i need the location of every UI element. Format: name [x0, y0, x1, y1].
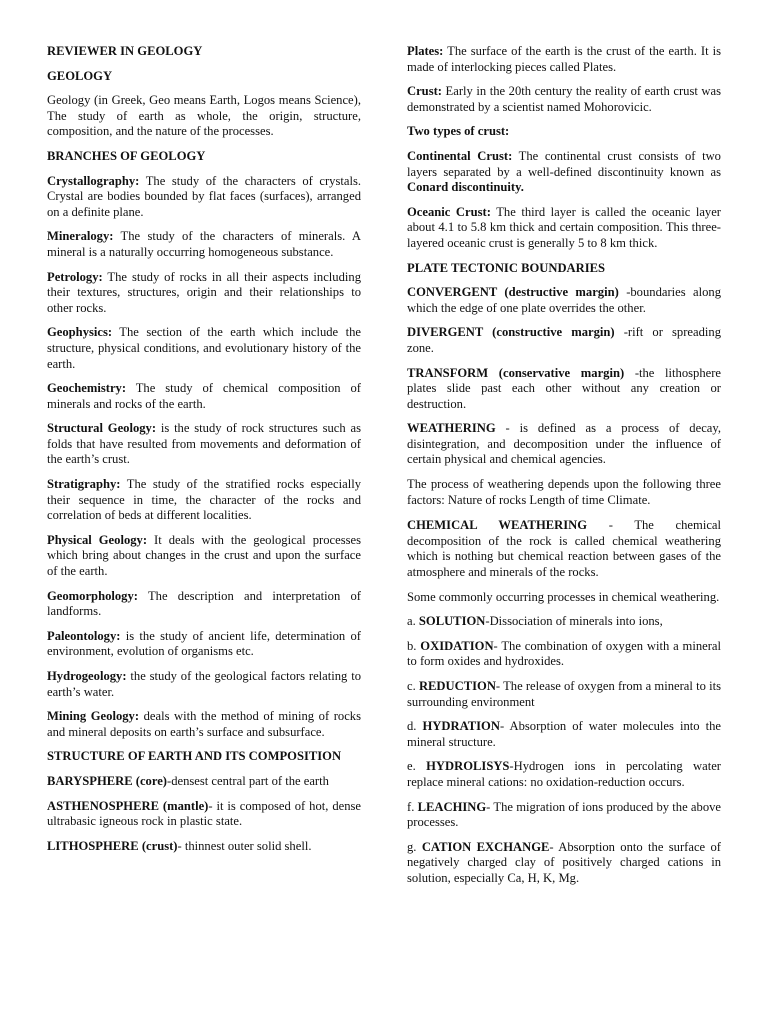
branch-text: It deals with the geological processes which bring about changes in the crust and upon the surface of the earth. [47, 532, 361, 579]
structure-heading: STRUCTURE OF EARTH AND ITS COMPOSITION [47, 749, 342, 764]
weathering-term: WEATHERING [407, 421, 496, 436]
process-term: CATION EXCHANGE [421, 839, 550, 854]
branch-petrology [47, 270, 361, 317]
boundary-text: -rift or spreading zone. [407, 325, 721, 355]
process-oxidation [407, 639, 721, 670]
branch-term: Structural Geology: [47, 421, 157, 436]
process-term: HYDROLISYS [426, 759, 510, 774]
boundary-term: CONVERGENT (destructive margin) [407, 285, 619, 300]
branch-structural-geology [47, 421, 361, 468]
structure-barysphere [47, 774, 361, 790]
process-term: HYDRATION [422, 719, 500, 734]
layer-text: -densest central part of the earth [167, 773, 329, 788]
oceanic-crust-paragraph [407, 205, 721, 252]
boundary-divergent [407, 325, 721, 356]
crust-paragraph [407, 84, 721, 115]
branch-geophysics [47, 325, 361, 372]
branch-text: The study of rocks in all their aspects including their textures, structures, origin and their relationships to other rocks. [47, 269, 361, 315]
branch-hydrogeology [47, 669, 361, 700]
branch-text: the study of the geological factors relating to earth’s water. [47, 669, 361, 699]
branch-crystallography [47, 174, 361, 221]
process-text: - Absorption of water molecules into the mineral structure. [407, 719, 721, 749]
process-leaching [407, 800, 721, 831]
branch-mining-geology [47, 709, 361, 740]
oceanic-term: Oceanic Crust: [407, 204, 491, 219]
process-reduction [407, 679, 721, 710]
structure-asthenosphere [47, 799, 361, 830]
branch-mineralogy [47, 229, 361, 260]
plates-text: The surface of the earth is the crust of the earth. It is made of interlocking pieces called Plates. [407, 44, 721, 74]
branch-term: Crystallography: [47, 173, 140, 188]
branch-term: Geophysics: [47, 325, 113, 340]
document-title: REVIEWER IN GEOLOGY [47, 44, 203, 58]
continental-term: Continental Crust: [407, 148, 513, 163]
branch-term: Petrology: [47, 269, 103, 284]
weathering-text: - is defined as a process of decay, disintegration, and decomposition under the influence of certain physical and chemical agencies. [407, 421, 721, 467]
branch-text: deals with the method of mining of rocks and mineral deposits on earth’s surface and subsurface. [47, 709, 361, 739]
boundary-term: TRANSFORM (conservative margin) [407, 365, 625, 380]
crust-text: Early in the 20th century the reality of earth crust was demonstrated by a scientist named Mohorovicic. [407, 84, 721, 114]
two-types-heading: Two types of crust: [407, 124, 510, 139]
process-text: - The combination of oxygen with a mineral to form oxides and hydroxides. [407, 638, 721, 669]
process-term: REDUCTION [418, 679, 496, 693]
oceanic-text: The third layer is called the oceanic layer about 4.1 to 5.8 km thick and certain composition. This three-layered oceanic crust is generally 5 to 8 km thick. [407, 204, 721, 250]
branch-text: The section of the earth which include the structure, physical conditions, and evolutionary history of the earth. [47, 325, 361, 371]
process-letter: g. [407, 839, 422, 854]
branch-text: The study of the characters of crystals. Crystal are bodies bounded by flat faces (surfaces), arranged on a definite plane. [47, 173, 361, 219]
process-text: - The release of oxygen from a mineral to its surrounding environment [407, 679, 721, 709]
layer-text: - thinnest outer solid shell. [177, 838, 312, 853]
branch-term: Mining Geology: [47, 709, 140, 724]
branch-text: is the study of ancient life, determination of environment, evolution of organisms etc. [47, 628, 361, 659]
factor-climate: Climate. [607, 492, 651, 507]
branch-paleontology [47, 629, 361, 660]
left-column [47, 44, 361, 863]
process-letter: b. [407, 638, 421, 653]
process-hydrolysis [407, 759, 721, 790]
boundary-convergent [407, 285, 721, 316]
branch-physical-geology [47, 533, 361, 580]
factors-intro: The process of weathering depends upon the following three factors: [407, 477, 721, 507]
chemical-weathering-text: - The chemical decomposition of the rock is called chemical weathering which is nothing but chemical reaction between gases of the atmosphere and minerals of the rocks. [407, 518, 721, 580]
layer-term: LITHOSPHERE (crust) [47, 838, 178, 853]
branch-text: The study of chemical composition of minerals and rocks of the earth. [47, 381, 361, 411]
chemical-weathering-paragraph [407, 518, 721, 580]
branch-stratigraphy [47, 477, 361, 524]
geology-heading: GEOLOGY [47, 68, 113, 83]
geology-definition: Geology (in Greek, Geo means Earth, Logos means Science), The study of earth as whole, the origin, structure, composition, and the nature of the processes. [47, 93, 361, 139]
process-text: -Dissociation of minerals into ions, [485, 614, 663, 629]
process-letter: e. [407, 759, 427, 774]
plates-paragraph [407, 44, 721, 75]
branch-text: The study of the stratified rocks especially their sequence in time, the character of the rocks and correlation of beds at different localities. [47, 477, 361, 523]
branch-term: Hydrogeology: [47, 669, 127, 683]
branch-text: The study of the characters of minerals. A mineral is a naturally occurring homogeneous substance. [47, 229, 361, 259]
boundary-text: -boundaries along which the edge of one plate overrides the other. [407, 285, 721, 315]
process-term: SOLUTION [418, 614, 486, 629]
conard-discontinuity: Conard discontinuity. [407, 180, 524, 195]
process-cation-exchange [407, 840, 721, 887]
process-text: - The migration of ions produced by the above processes. [407, 799, 721, 830]
layer-text: - it is composed of hot, dense ultrabasic igneous rock in plastic state. [47, 798, 362, 829]
branch-geochemistry [47, 381, 361, 412]
layer-term: ASTHENOSPHERE (mantle) [47, 798, 209, 813]
boundary-text: -the lithosphere plates slide past each other without any creation or destruction. [407, 365, 721, 411]
factor-length-of-time: Length of time [529, 492, 608, 507]
process-letter: c. [407, 679, 419, 693]
boundary-transform [407, 366, 721, 413]
structure-lithosphere [47, 839, 361, 855]
branch-term: Physical Geology: [47, 532, 148, 547]
right-column [407, 44, 721, 896]
branch-term: Paleontology: [47, 628, 121, 643]
weathering-paragraph [407, 421, 721, 468]
branch-geomorphology [47, 589, 361, 620]
continental-text: The continental crust consists of two layers separated by a well-defined discontinuity known as [407, 148, 721, 179]
process-text: - Absorption onto the surface of negatively charged clay of positively charged cations in solution, especially Ca, H, K, Mg. [407, 839, 721, 885]
process-hydration [407, 719, 721, 750]
branch-term: Stratigraphy: [47, 477, 121, 492]
branches-heading: BRANCHES OF GEOLOGY [47, 148, 206, 163]
branch-text: is the study of rock structures such as folds that have resulted from movements and deformation of the earth’s crust. [47, 421, 361, 467]
process-letter: a. [407, 614, 419, 629]
layer-term: BARYSPHERE (core) [47, 773, 168, 788]
boundary-term: DIVERGENT (constructive margin) [407, 325, 615, 340]
continental-crust-paragraph [407, 149, 721, 196]
process-letter: f. [407, 799, 418, 814]
process-term: LEACHING [417, 799, 487, 814]
processes-intro: Some commonly occurring processes in chemical weathering. [407, 589, 720, 604]
process-text: -Hydrogen ions in percolating water replace mineral cations: no oxidation-reduction occurs. [407, 759, 721, 789]
crust-term: Crust: [407, 84, 442, 99]
factor-nature-of-rocks: Nature of rocks [447, 492, 530, 507]
process-solution [407, 614, 721, 630]
branch-term: Mineralogy: [47, 229, 114, 244]
weathering-factors-paragraph [407, 477, 721, 509]
process-letter: d. [407, 719, 423, 734]
branch-term: Geochemistry: [47, 381, 127, 396]
branch-term: Geomorphology: [47, 588, 138, 603]
process-term: OXIDATION [420, 638, 494, 653]
chemical-weathering-term: CHEMICAL WEATHERING [407, 518, 588, 533]
plates-term: Plates: [407, 44, 444, 58]
boundaries-heading: PLATE TECTONIC BOUNDARIES [407, 260, 606, 275]
branch-text: The description and interpretation of landforms. [47, 588, 361, 619]
